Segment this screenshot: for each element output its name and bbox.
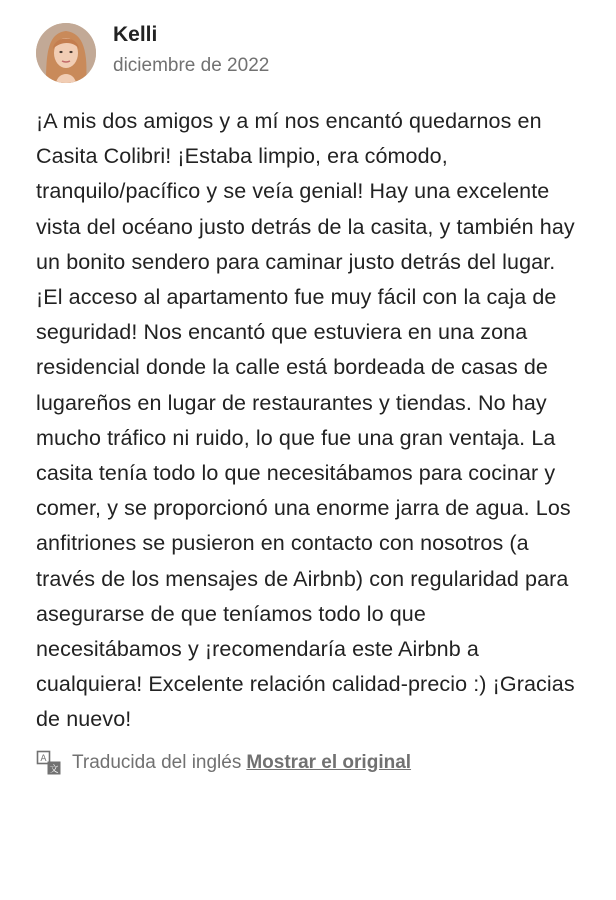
review-date: diciembre de 2022 (113, 55, 270, 76)
avatar[interactable] (36, 23, 96, 83)
show-original-link[interactable]: Mostrar el original (246, 751, 412, 773)
review-header (36, 22, 596, 84)
svg-text:A: A (40, 753, 47, 764)
translate-icon (36, 750, 62, 776)
review-text: ¡A mis dos amigos y a mí nos encantó quedarnos en Casita Colibri! ¡Estaba limpio, era cómodo, tranquilo/pacífico y se veía genial! Hay una excelente vista del océano justo detrás de la casita, y también hay un bonito sendero para caminar justo detrás del lugar. ¡El acceso al apartamento fue muy fácil con la caja de seguridad! Nos encantó que estuviera en una zona residencial donde la calle está bordeada de casas de lugareños en lugar de restaurantes y tiendas. No hay mucho tráfico ni ruido, lo que fue una gran ventaja. La casita tenía todo lo que necesitábamos para cocinar y comer, y se proporcionó una enorme jarra de agua. Los anfitriones se pusieron en contacto con nosotros (a través de los mensajes de Airbnb) con regularidad para asegurarse de que teníamos todo lo que necesitábamos y ¡recomendaría este Airbnb a cualquiera! Excelente relación calidad-precio :) ¡Gracias de nuevo! (36, 109, 575, 732)
translated-note: Traducida del inglés (72, 751, 242, 773)
translation-row (36, 748, 596, 778)
author-name: Kelli (113, 23, 158, 46)
review-meta (113, 23, 270, 78)
review-card (36, 22, 596, 778)
svg-text:文: 文 (49, 764, 59, 775)
avatar-photo-icon (36, 23, 96, 83)
